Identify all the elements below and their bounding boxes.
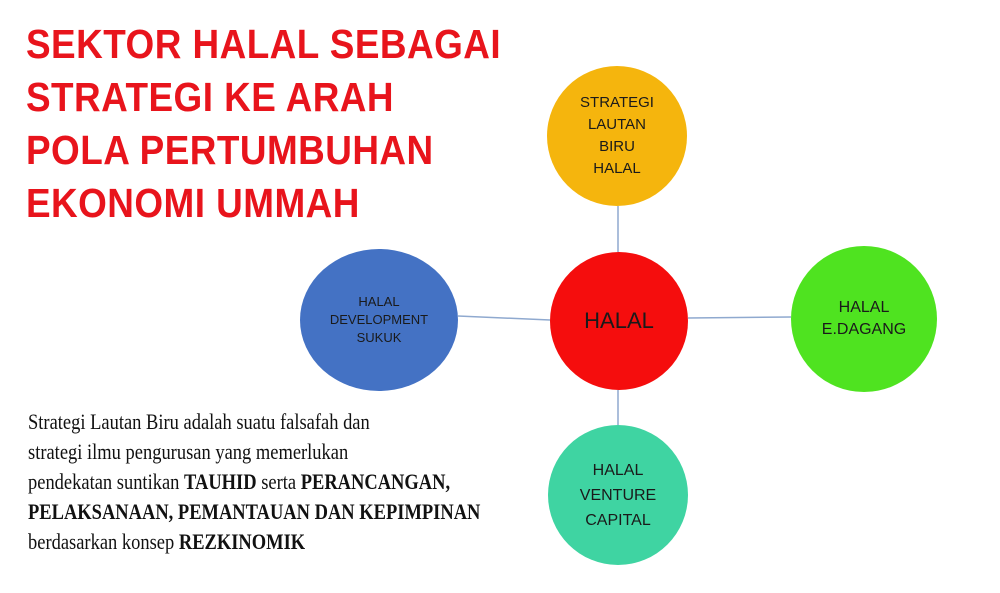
description-paragraph (28, 407, 498, 557)
node-strategi-lautan-biru-halal (547, 66, 687, 206)
title-line-1: SEKTOR HALAL SEBAGAI (26, 21, 502, 67)
node-halal-e-dagang (791, 246, 937, 392)
description-line-4-bold: PELAKSANAAN, PEMANTAUAN DAN KEPIMPINAN (28, 499, 481, 524)
node-halal-development-sukuk (300, 249, 458, 391)
node-halal-venture-capital (548, 425, 688, 565)
description-line-4 (28, 497, 498, 527)
description-rezkinomik: REZKINOMIK (178, 529, 306, 554)
title-line-4: EKONOMI UMMAH (26, 180, 360, 226)
title-line-2: STRATEGI KE ARAH (26, 74, 395, 120)
description-line-1: Strategi Lautan Biru adalah suatu falsafah dan (28, 409, 370, 434)
description-line-5 (28, 527, 498, 557)
description-line-3-prefix: pendekatan suntikan (28, 469, 185, 494)
title-line-3: POLA PERTUMBUHAN (26, 127, 434, 173)
description-line-3-mid: serta (256, 469, 301, 494)
description-line-3 (28, 467, 498, 497)
description-tauhid: TAUHID (184, 469, 257, 494)
node-left-label: HALAL DEVELOPMENT SUKUK (329, 294, 429, 345)
connector-right (688, 317, 791, 318)
node-top-label: STRATEGI LAUTAN BIRU HALAL (580, 94, 654, 177)
connector-left (458, 316, 550, 320)
description-line-5-prefix: berdasarkan konsep (28, 529, 179, 554)
description-line-2: strategi ilmu pengurusan yang memerlukan (28, 439, 349, 464)
node-right-label: HALAL E.DAGANG (821, 299, 907, 338)
node-center-label: HALAL (584, 308, 654, 333)
description-perancangan: PERANCANGAN, (300, 469, 451, 494)
node-halal-center (550, 252, 688, 390)
node-bottom-label: HALAL VENTURE CAPITAL (579, 461, 657, 529)
